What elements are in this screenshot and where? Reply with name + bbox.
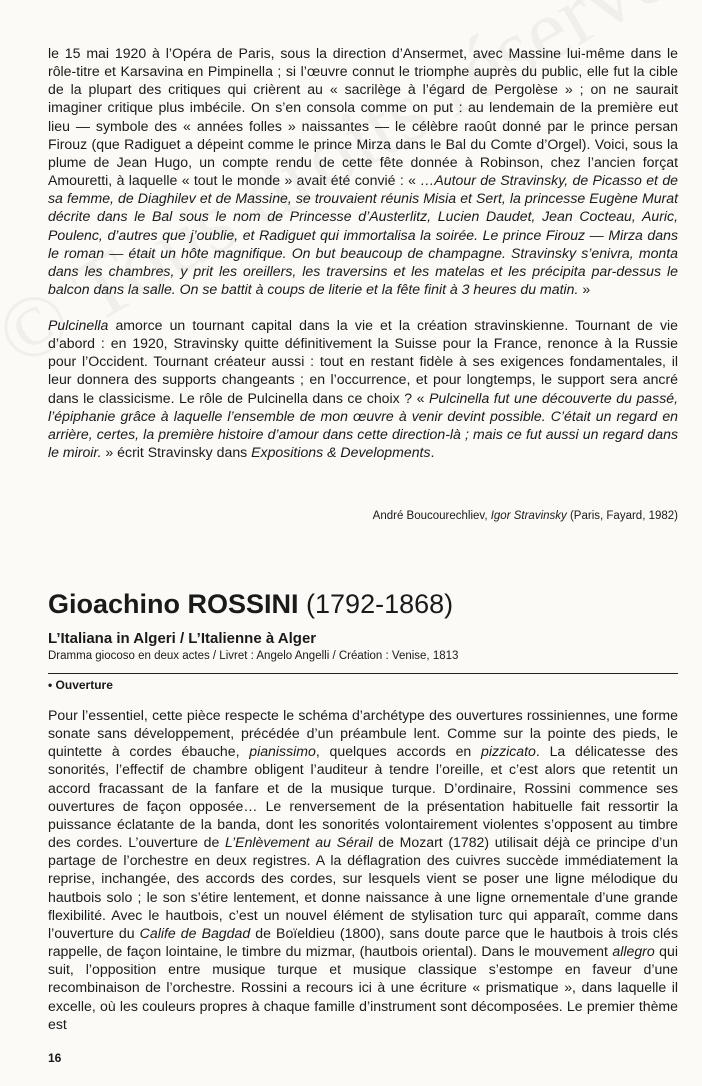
work-title-italic: Pulcinella: [48, 317, 109, 333]
quote-jean-hugo: …Autour de Stravinsky, de Picasso et de sa femme, de Diaghilev et de Massine, se trouvaient réunis Misia et Sert, la princesse Eugène Murat décrite dans le Bal sous le nom de Princesse d’Austerlitz, Lucien Daudet, Jean Cocteau, Auric, Poulenc, d’autres que j’oublie, et Radiguet qui immortalisa la soirée. Le prince Firouz — Mirza dans le roman — était un hôte magnifique. On but beaucoup de champagne. Stravinsky s’enivra, monta dans les chambres, y prit les oreillers, les traversins et les matelas et les précipita par-dessus le balcon dans la salle. On se battit à coups de literie et la fête finit à 3 heures du matin.: [48, 172, 678, 298]
work-title: L’Italiana in Algeri / L’Italienne à Alger: [48, 630, 317, 647]
text-run: de Boïeldieu (1800), sans doute parce que le hautbois à trois clés rappelle, de façon lointaine, le timbre du mizmar, (hautbois oriental). Dans le mouvement: [48, 924, 678, 960]
italic-title: L’Enlèvement au Sérail: [224, 834, 373, 851]
text-run: »: [578, 281, 591, 298]
quote-stravinsky: Pulcinella fut une découverte du passé, l’épiphanie grâce à laquelle l’ensemble de mon œuvre à venir devint possible. C’était un regard en arrière, certes, la première histoire d’amour dans cette direction-là ; mais ce fut aussi un regard dans le miroir.: [48, 389, 678, 461]
paragraph-text: [48, 706, 678, 1033]
work-subtitle: Dramma giocoso en deux actes / Livret : Angelo Angelli / Création : Venise, 1813: [48, 650, 459, 662]
text-run: , quelques accords en: [315, 743, 482, 760]
italic-term: allegro: [612, 943, 655, 960]
paragraph-text: [48, 44, 678, 298]
paragraph-pulcinella-premiere: [48, 44, 678, 298]
italic-title: Calife de Bagdad: [139, 924, 251, 941]
text-run: » écrit Stravinsky dans: [101, 444, 252, 461]
paragraph-ouverture: [48, 706, 678, 1033]
composer-name: Gioachino ROSSINI: [48, 589, 299, 619]
text-run: qui suit, l’opposition entre musique turque et musique classique s’estompe en faveur d’une recombinaison de l’orchestre. Rossini a recours ici à une écriture « prismatique », dans laquelle il excelle, où les couleurs propres à chaque famille d’instrument sont décomposées. Le premier thème est: [48, 943, 678, 1032]
italic-term: pizzicato: [481, 743, 536, 760]
section-divider: [48, 673, 678, 674]
composer-dates: (1792-1868): [298, 589, 454, 619]
text-run: .: [430, 444, 435, 461]
text-run: le 15 mai 1920 à l’Opéra de Paris, sous la direction d’Ansermet, avec Massine lui-même dans le rôle-titre et Karsavina en Pimpinella ; si l’œuvre connut le triomphe auprès du public, elle fut la cible de la plupart des critiques qui crièrent au « sacrilège à l’égard de Pergolèse » ; on ne saurait imaginer critique plus imbécile. On s’en consola comme on put : au lendemain de la première eut lieu — symbole des « années folles » naissantes — le célèbre raoût donné par le prince persan Firouz (que Radiguet a dépeint comme le prince Mirza dans le Bal du Comte d’Orgel). Voici, sous la plume de Jean Hugo, un compte rendu de cette fête donnée à Robinson, chez l’ancien forçat Amouretti, à laquelle « tout le monde » avait été convié : «: [48, 45, 678, 189]
text-run: . La délicatesse des sonorités, l’effectif de chambre obligent l’auditeur à tendre l’oreille, et c’est alors que retentit un accord fracassant de la fanfare et de la musique turque. D’ordinaire, Rossini commence ses ouvertures de façon opposée… Le renversement de la présentation habituelle fait ressortir la puissance éclatante de la banda, dont les sonorités volontairement violentes s’opposent au timbre des cordes. L’ouverture de: [48, 743, 678, 851]
section-heading: • Ouverture: [48, 678, 113, 692]
text-run: amorce un tournant capital dans la vie et la création stravinskienne. Tournant de vie d’abord : en 1920, Stravinsky quitte définitivement la Suisse pour la France, renonce à la Russie pour l’Occident. Tournant créateur aussi : tout en restant fidèle à ses exigences fondamentales, il leur donnera des supports changeants ; en l’occurrence, et pour longtemps, le support sera ancré dans le classicisme. Le rôle de Pulcinella dans ce choix ? «: [48, 317, 678, 406]
text-run: Pour l’essentiel, cette pièce respecte le schéma d’archétype des ouvertures rossiniennes, une forme sonate sans développement, précédée d’un préambule lent. Comme sur la pointe des pieds, le quintette à cordes ébauche,: [48, 707, 678, 760]
italic-term: pianissimo: [249, 743, 316, 760]
book-title-italic: Expositions & Developments: [251, 444, 431, 461]
paragraph-pulcinella-tournant: [48, 316, 678, 461]
composer-heading: [48, 588, 453, 620]
credit-book-title: Igor Stravinsky: [490, 510, 567, 522]
page-number: 16: [48, 1051, 62, 1065]
credit-publisher: (Paris, Fayard, 1982): [566, 510, 678, 522]
text-run: de Mozart (1782) utilisait déjà ce principe d’un partage de l’orchestre en deux registres. A la déflagration des cuivres succède immédiatement la reprise, inchangée, des accords des cordes, sur lesquels vient se poser une ligne mélodique du hautbois solo ; le son s’étire lentement, et donne naissance à une ligne ornementale d’une grande flexibilité. Avec le hautbois, c’est un nouvel élément de stylisation turc qui apparaît, comme dans l’ouverture du: [48, 834, 678, 941]
credit-author: André Boucourechliev,: [372, 510, 491, 522]
source-credit: [373, 509, 678, 523]
paragraph-text: [48, 316, 678, 461]
